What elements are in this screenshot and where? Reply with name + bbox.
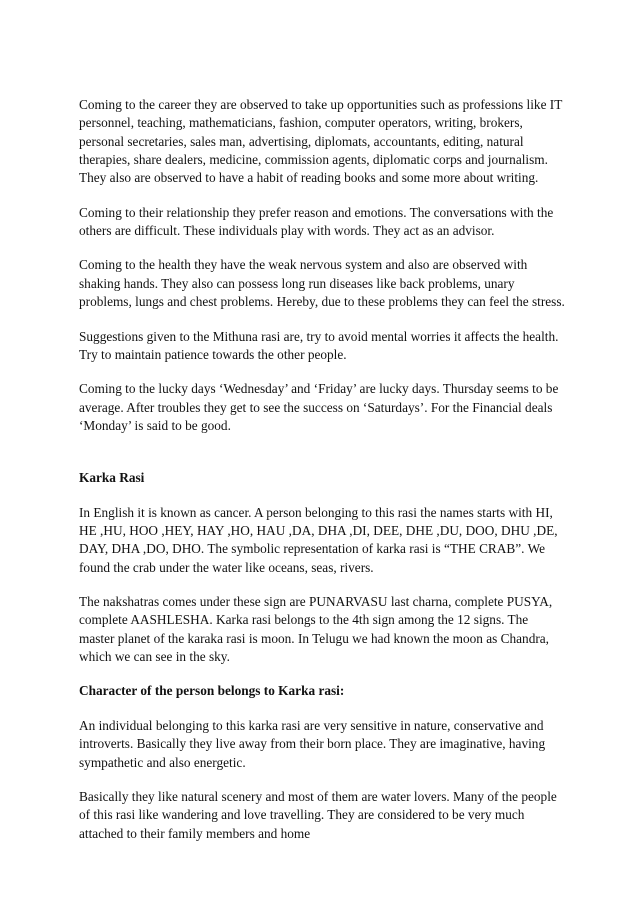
paragraph-character-nature: An individual belonging to this karka rasi are very sensitive in nature, conservative and introverts. Basically they live away from their born place. They are imaginative, having sympathetic and also energetic. (79, 717, 546, 770)
paragraph-lucky-days: Coming to the lucky days ‘Wednesday’ and ‘Friday’ are lucky days. Thursday seems to be average. After troubles they get to see the success on ‘Saturdays’. For the Financial deals ‘Monday’ is said to be good. (79, 381, 559, 433)
paragraph-suggestions: Suggestions given to the Mithuna rasi are, try to avoid mental worries it affects the health. Try to maintain patience towards the other people. (79, 328, 559, 362)
paragraph-nakshatras: The nakshatras comes under these sign are PUNARVASU last charna, complete PUSYA, complete AASHLESHA. Karka rasi belongs to the 4th sign among the 12 signs. The master planet of the karaka rasi is moon. In Telugu we had known the moon as Chandra, which we can see in the sky. (79, 594, 553, 664)
document-page (79, 96, 565, 859)
paragraph-career: Coming to the career they are observed to take up opportunities such as professions like IT personnel, teaching, mathematicians, fashion, computer operators, writing, brokers, personal secretaries, sales man, advertising, diplomats, accountants, editing, natural therapies, share dealers, medicine, commission agents, diplomatic corps and journalism. They also are observed to have a habit of reading books and some more about writing. (79, 97, 563, 186)
paragraph-character-habits: Basically they like natural scenery and most of them are water lovers. Many of the people of this rasi like wandering and love travelling. They are considered to be very much attached to their family members and home (79, 789, 557, 841)
heading-karka-rasi: Karka Rasi (79, 470, 145, 486)
paragraph-relationship: Coming to their relationship they prefer reason and emotions. The conversations with the others are difficult. These individuals play with words. They act as an advisor. (79, 204, 554, 238)
heading-character: Character of the person belongs to Karka rasi: (79, 683, 345, 699)
paragraph-health: Coming to the health they have the weak nervous system and also are observed with shaking hands. They also can possess long run diseases like back problems, unary problems, lungs and chest problems. Hereby, due to these problems they can feel the stress. (79, 257, 565, 310)
paragraph-karka-intro: In English it is known as cancer. A person belonging to this rasi the names starts with HI, HE ,HU, HOO ,HEY, HAY ,HO, HAU ,DA, DHA ,DI, DEE, DHE ,DU, DOO, DHU ,DE, DAY, DHA ,DO, DHO. The symbolic representation of karka rasi is “THE CRAB”. We found the crab under the water like oceans, seas, rivers. (79, 504, 558, 575)
